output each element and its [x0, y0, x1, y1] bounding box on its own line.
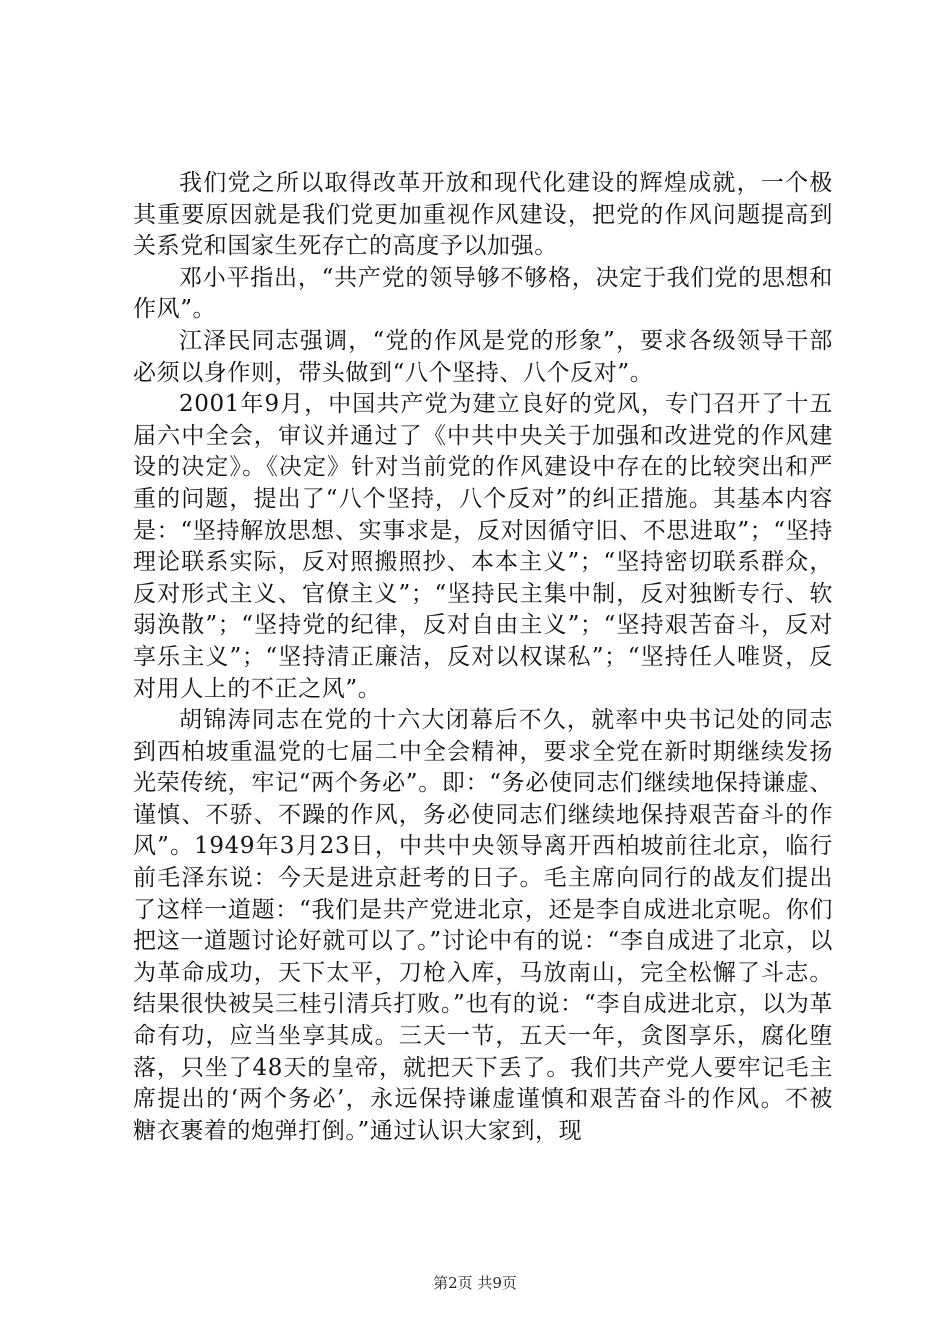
- paragraph-jiang-zemin-quote: 江泽民同志强调，“党的作风是党的形象”，要求各级领导干部必须以身作则，带头做到“八个坚持、八个反对”。: [133, 327, 833, 386]
- page-number-footer: 第2页 共9页: [433, 1274, 517, 1292]
- paragraph-hu-jintao-two-musts: 胡锦涛同志在党的十六大闭幕后不久，就率中央书记处的同志到西柏坡重温党的七届二中全会精神，要求全党在新时期继续发扬光荣传统，牢记“两个务必”。即：“务必使同志们继续地保持谦虚、谨慎、不骄、不躁的作风，务必使同志们继续地保持艰苦奋斗的作风”。1949年3月23日，中共中央领导离开西柏坡前往北京，临行前毛泽东说：今天是进京赶考的日子。毛主席向同行的战友们提出了这样一道题：“我们是共产党进北京，还是李自成进北京呢。你们把这一道题讨论好就可以了。”讨论中有的说：“李自成进了北京，以为革命成功，天下太平，刀枪入库，马放南山，完全松懈了斗志。结果很快被吴三桂引清兵打败。”也有的说：“李自成进北京，以为革命有功，应当坐享其成。三天一节，五天一年，贪图享乐，腐化堕落，只坐了48天的皇帝，就把天下丢了。我们共产党人要牢记毛主席提出的‘两个务必’，永远保持谦虚谨慎和艰苦奋斗的作风。不被糖衣裹着的炮弹打倒。”通过认识大家到，现: [133, 707, 833, 1144]
- document-body: [133, 168, 833, 1147]
- paragraph-2001-plenum-decision: 2001年9月，中国共产党为建立良好的党风，专门召开了十五届六中全会，审议并通过了《中共中央关于加强和改进党的作风建设的决定》。《决定》针对当前党的作风建设中存在的比较突出和严重的问题，提出了“八个坚持，八个反对”的纠正措施。其基本内容是：“坚持解放思想、实事求是，反对因循守旧、不思进取”；“坚持理论联系实际，反对照搬照抄、本本主义”；“坚持密切联系群众，反对形式主义、官僚主义”；“坚持民主集中制，反对独断专行、软弱涣散”；“坚持党的纪律，反对自由主义”；“坚持艰苦奋斗，反对享乐主义”；“坚持清正廉洁，反对以权谋私”；“坚持任人唯贤，反对用人上的不正之风”。: [133, 391, 833, 702]
- paragraph-party-style-achievement: 我们党之所以取得改革开放和现代化建设的辉煌成就，一个极其重要原因就是我们党更加重视作风建设，把党的作风问题提高到关系党和国家生死存亡的高度予以加强。: [133, 170, 833, 260]
- paragraph-deng-xiaoping-quote: 邓小平指出，“共产党的领导够不够格，决定于我们党的思想和作风”。: [133, 264, 833, 323]
